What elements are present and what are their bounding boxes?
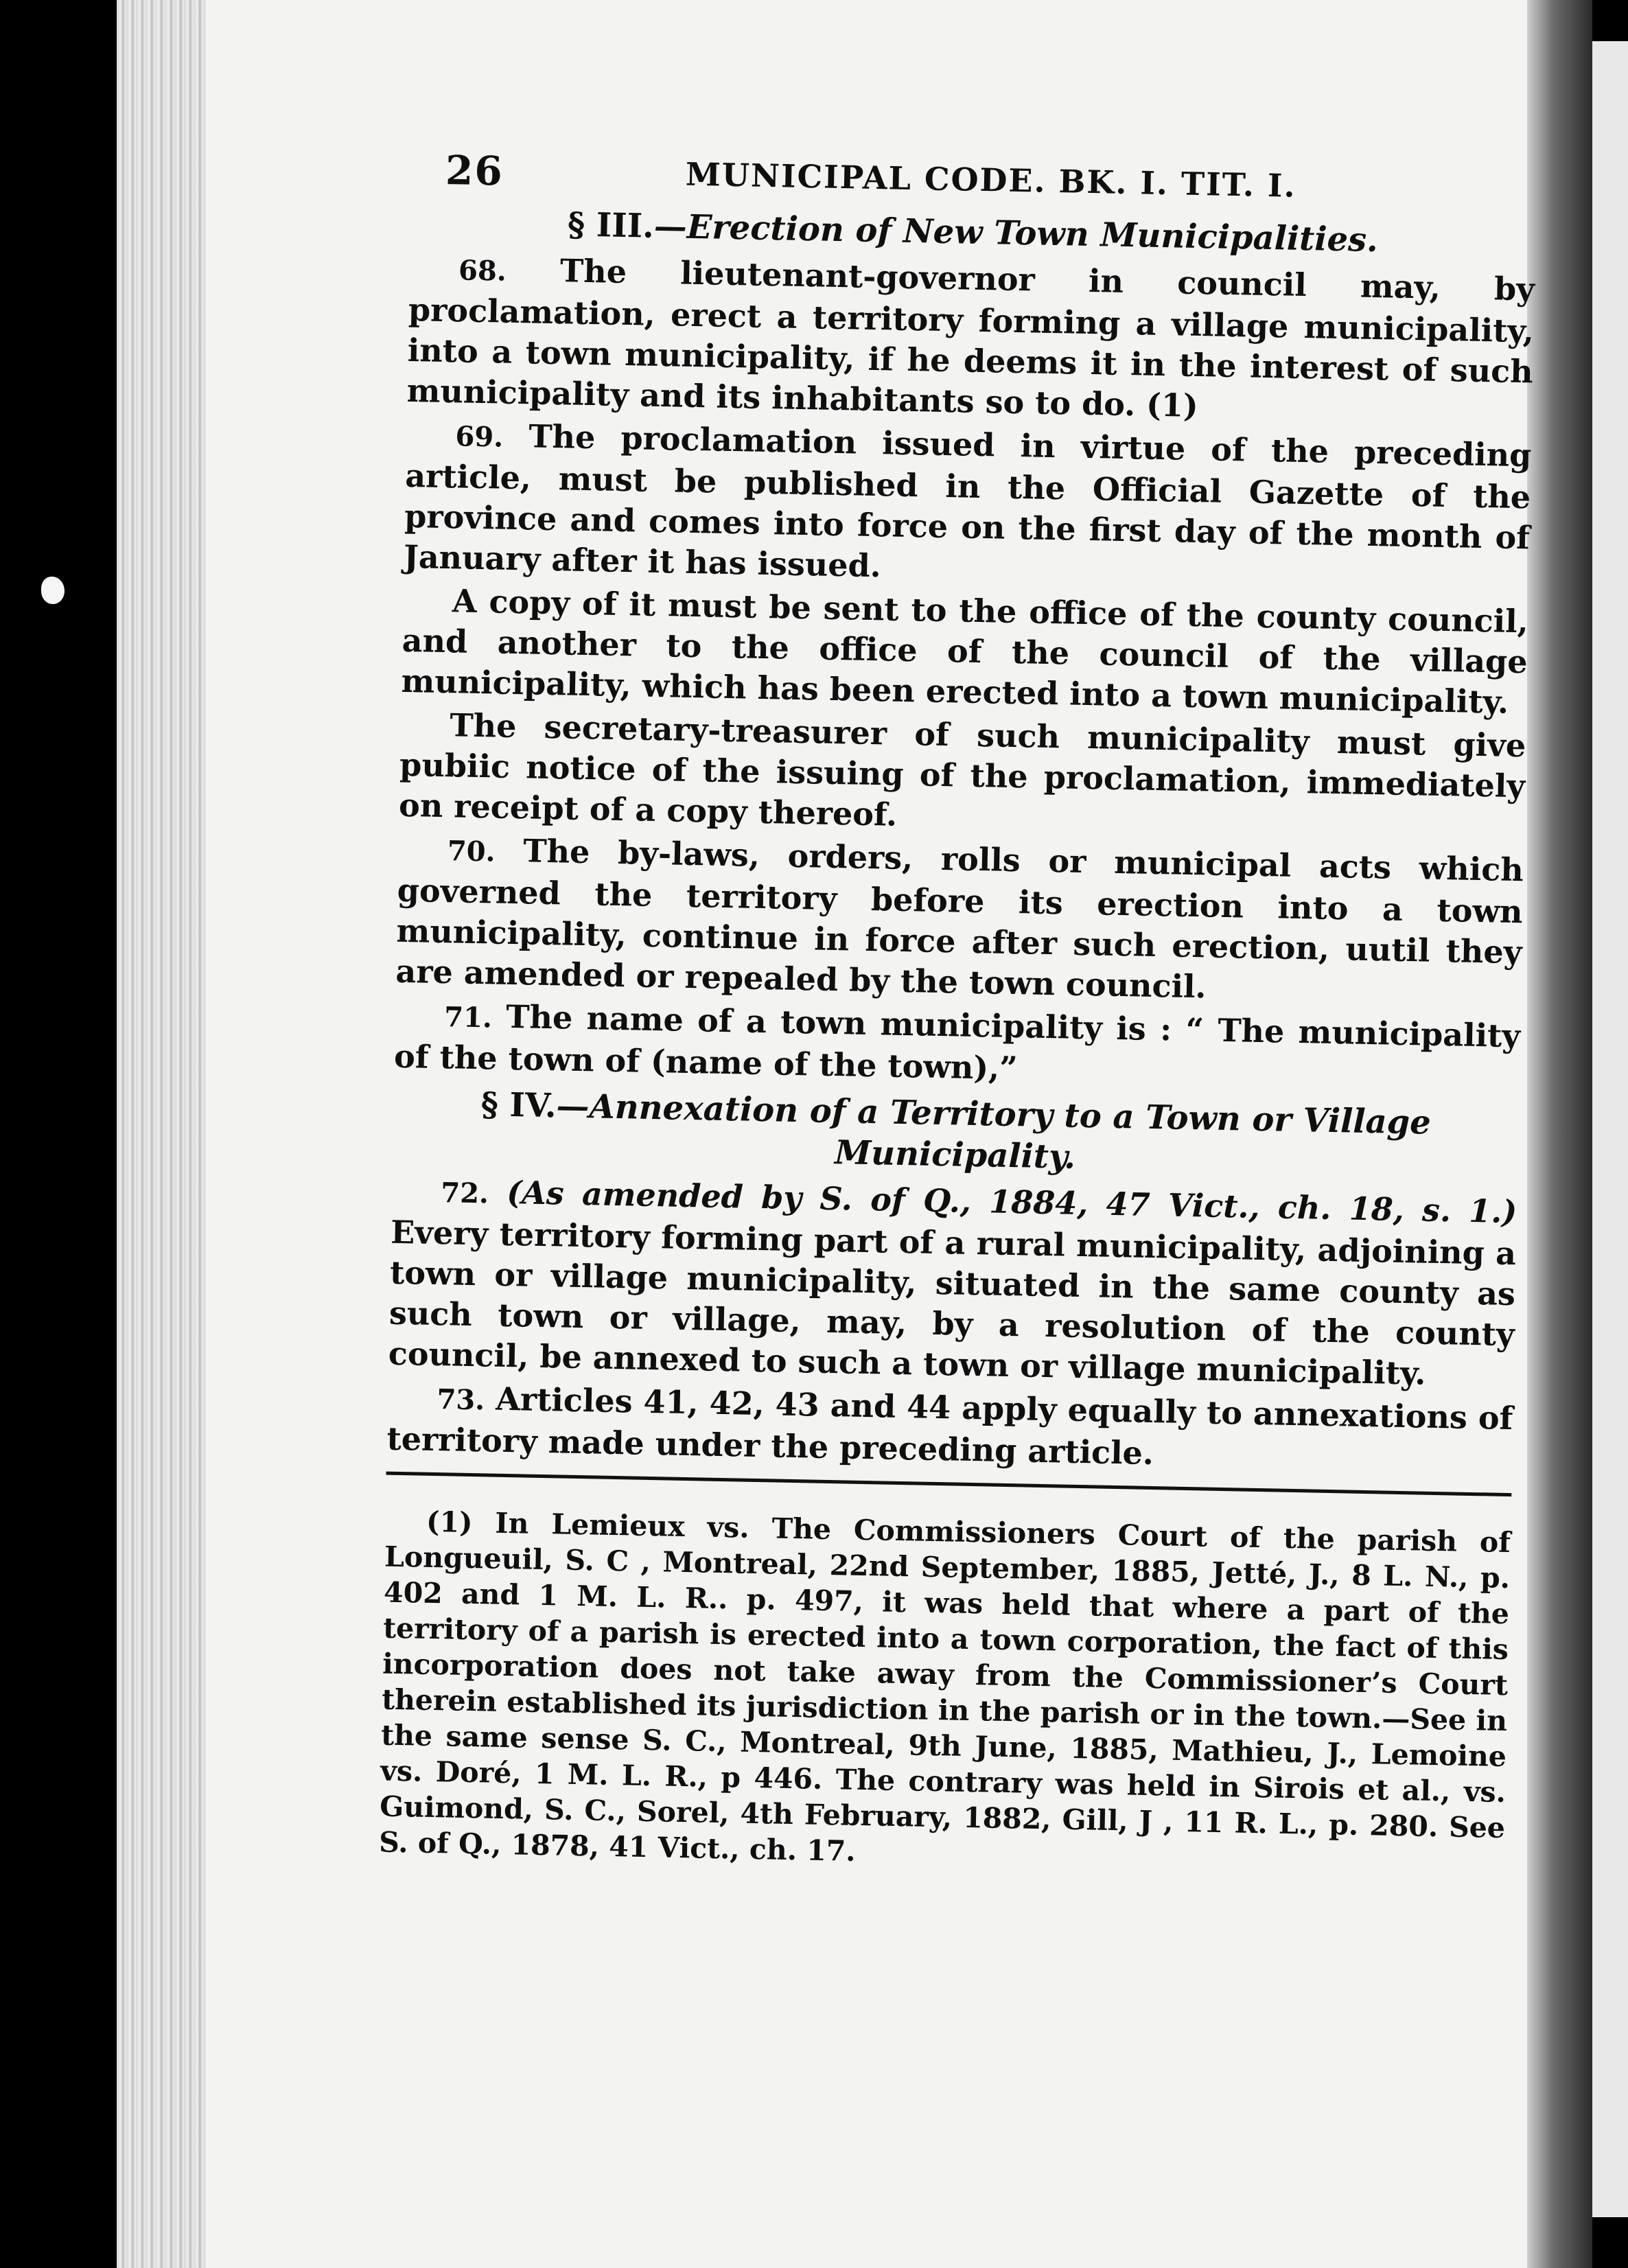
section-number: § III. <box>567 205 655 246</box>
article-number: 69. <box>455 420 504 454</box>
opposite-page-edge <box>1592 41 1628 2217</box>
article-number: 68. <box>458 254 507 288</box>
section-number: § IV. <box>480 1085 557 1126</box>
section-heading-iv <box>392 1083 1519 1186</box>
footnote: (1) In Lemieux vs. The Commissioners Court of the parish of Longueuil, S. C , Montreal, 22nd September, 1885, Jetté, J., 8 L. N., p. 402 and 1 M. L. R.. p. 497, it was held that where a part of the territory of a parish is erected into a town corporation, the fact of this incorporation does not take away from the Commissioner’s Court therein established its jurisdiction in the parish or in the town.—See in the same sense S. C., Montreal, 9th June, 1885, Mathieu, J., Lemoine vs. Doré, 1 M. L. R., p 446. The contrary was held in Sirois et al., vs. Guimond, S. C., Sorel, 4th February, 1882, Gill, J , 11 R. L., p. 280. See S. of Q., 1878, 41 Vict., ch. 17. <box>378 1505 1511 1868</box>
article-70 <box>395 829 1524 1013</box>
article-text: The by-laws, orders, rolls or municipal acts which governed the territory before its erection into a town municipality, continue in force after such erection, uutil they are amended or repealed by the town council. <box>395 831 1524 1006</box>
page-number: 26 <box>445 146 504 195</box>
article-text: Articles 41, 42, 43 and 44 apply equally to annexations of territory made under the preceding article. <box>386 1380 1513 1472</box>
article-number: 73. <box>437 1383 485 1417</box>
running-head-title: MUNICIPAL CODE. BK. I. TIT. I. <box>685 155 1297 205</box>
article-72 <box>388 1170 1517 1396</box>
article-69-paragraph-3: The secretary-treasurer of such municipality must give pubiic notice of the issuing of the proclamation, immediately on receipt of a copy thereof. <box>398 706 1526 833</box>
article-number: 72. <box>440 1177 489 1210</box>
text-block <box>378 134 1537 1910</box>
section-title: —Erection of New Town Municipalities. <box>653 207 1379 260</box>
article-text: The name of a town municipality is : “ The municipality of the town of (name of the town),” <box>393 997 1521 1087</box>
spine-shadow <box>1527 0 1592 2268</box>
article-text: The proclamation issued in virtue of the preceding article, must be published in the Official Gazette of the province and comes into force on the first day of the month of January after it has issued. <box>403 417 1532 585</box>
article-69 <box>404 414 1532 599</box>
article-text: Every territory forming part of a rural municipality, adjoining a town or village municipality, situated in the same county as such town or village, may, by a resolution of the county council, be annexed to such a town or village municipality. <box>388 1213 1517 1392</box>
section-title: —Annexation of a Territory to a Town or Village Municipality. <box>556 1087 1432 1177</box>
scan-speck <box>41 577 65 604</box>
article-69-paragraph-2: A copy of it must be sent to the office of the county council, and another to the office of the council of the village municipality, which has been erected into a town municipality. <box>401 582 1529 721</box>
amendment-note: (As amended by S. of Q., 1884, 47 Vict., ch. 18, s. 1.) <box>488 1173 1517 1231</box>
article-68 <box>406 248 1535 432</box>
article-text: The lieutenant-governor in council may, by proclamation, erect a territory forming a village municipality, into a town municipality, if he deems it in the interest of such municipality and its inhabitants so to do. (1) <box>406 251 1535 425</box>
article-number: 70. <box>447 835 496 868</box>
article-number: 71. <box>443 1001 493 1034</box>
